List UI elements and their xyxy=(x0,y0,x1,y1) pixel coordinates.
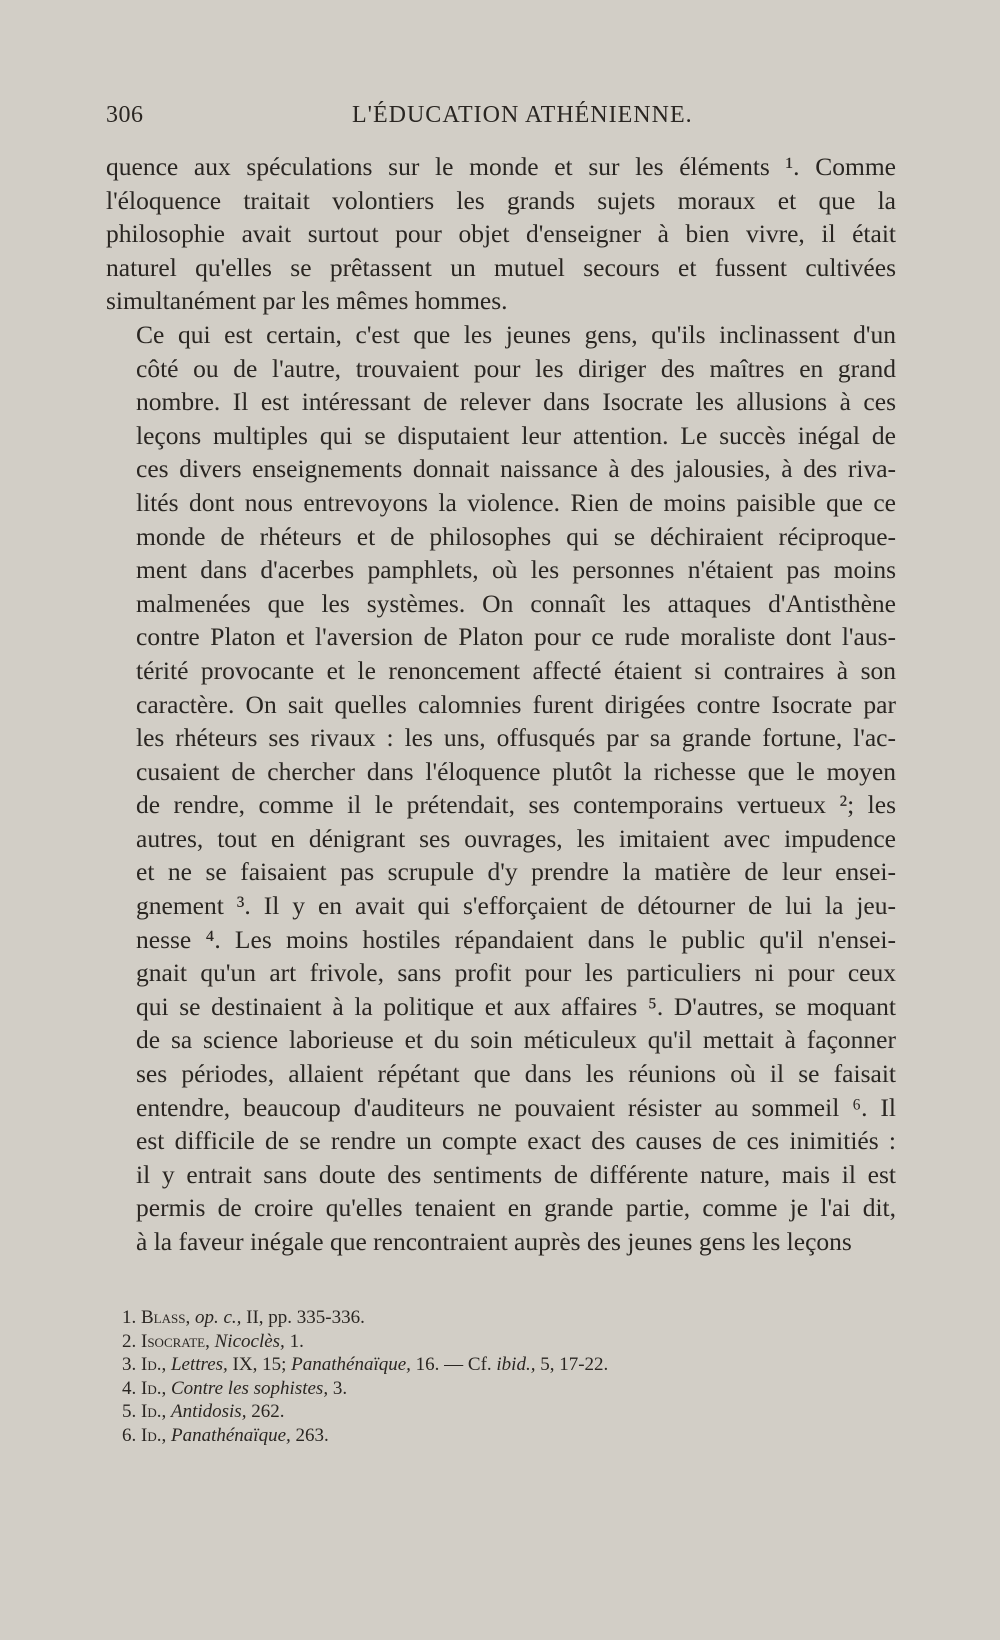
text-line: contre Platon et l'aversion de Platon pour ce rude moraliste dont l'aus- xyxy=(136,622,896,652)
footnote-ref-2: 16. — Cf. xyxy=(410,1354,497,1375)
text-line: autres, tout en dénigrant ses ouvrages, les imitaient avec impudence xyxy=(136,823,896,853)
paragraph-continuation xyxy=(106,150,896,318)
footnote-work: Antidosis, xyxy=(170,1401,247,1422)
paragraph xyxy=(106,318,896,1259)
footnote-1 xyxy=(122,1306,902,1330)
text-line: ment dans d'acerbes pamphlets, où les personnes n'étaient pas moins xyxy=(136,555,896,585)
running-head xyxy=(106,102,906,138)
page-number: 306 xyxy=(106,102,144,128)
text-line: naturel qu'elles se prêtassent un mutuel secours et fussent cultivées xyxy=(106,252,896,282)
text-line: permis de croire qu'elles tenaient en grande partie, comme je l'ai dit, xyxy=(136,1193,896,1223)
text-line: de rendre, comme il le prétendait, ses contemporains vertueux ²; les xyxy=(136,790,896,820)
footnote-ref: IX, 15; xyxy=(227,1354,292,1375)
running-title: L'ÉDUCATION ATHÉNIENNE. xyxy=(352,102,693,128)
footnote-number: 3. xyxy=(122,1354,137,1375)
text-line: monde de rhéteurs et de philosophes qui se déchiraient réciproque- xyxy=(136,521,896,551)
footnote-work: op. c., xyxy=(194,1307,242,1328)
footnote-author: Id., xyxy=(141,1424,167,1446)
footnote-work: Panathénaïque, xyxy=(170,1424,291,1446)
footnote-ref: 1. xyxy=(284,1330,304,1352)
text-line: gnait qu'un art frivole, sans profit pour les particuliers ni pour ceux xyxy=(136,958,896,988)
footnote-number: 2. xyxy=(122,1330,137,1352)
text-line: ses périodes, allaient répétant que dans les réunions où il se faisait xyxy=(136,1059,896,1089)
footnote-4 xyxy=(122,1377,902,1401)
text-line: les rhéteurs ses rivaux : les uns, offusqués par sa grande fortune, l'ac- xyxy=(136,723,896,753)
text-line: l'éloquence traitait volontiers les grands sujets moraux et que la xyxy=(106,185,896,215)
footnote-author: Id., xyxy=(141,1377,167,1399)
text-line: Ce qui est certain, c'est que les jeunes gens, qu'ils inclinassent d'un xyxy=(136,319,896,349)
text-line: de sa science laborieuse et du soin méticuleux qu'il mettait à façonner xyxy=(136,1025,896,1055)
text-line: térité provocante et le renoncement affecté étaient si contraires à son xyxy=(136,655,896,685)
footnote-ref-3: 5, 17-22. xyxy=(535,1354,609,1375)
footnotes xyxy=(122,1306,902,1447)
body-text xyxy=(106,150,896,1259)
text-line: nombre. Il est intéressant de relever dans Isocrate les allusions à ces xyxy=(136,387,896,417)
text-line: est difficile de se rendre un compte exact des causes de ces inimitiés : xyxy=(136,1126,896,1156)
footnote-work-2: Panathénaïque, xyxy=(291,1354,411,1375)
text-line: gnement ³. Il y en avait qui s'efforçaient de détourner de lui la jeu- xyxy=(136,891,896,921)
text-line: et ne se faisaient pas scrupule d'y prendre la matière de leur ensei- xyxy=(136,857,896,887)
footnote-work: Nicoclès, xyxy=(214,1330,285,1352)
footnote-number: 5. xyxy=(122,1401,137,1422)
text-line: simultanément par les mêmes hommes. xyxy=(106,286,508,316)
text-line: côté ou de l'autre, trouvaient pour les diriger des maîtres en grand xyxy=(136,353,896,383)
text-line: nesse ⁴. Les moins hostiles répandaient dans le public qu'il n'ensei- xyxy=(136,924,896,954)
footnote-work-3: ibid., xyxy=(496,1354,536,1375)
footnote-number: 6. xyxy=(122,1424,137,1446)
text-line: quence aux spéculations sur le monde et sur les éléments ¹. Comme xyxy=(106,152,896,181)
footnote-author: Id., xyxy=(141,1354,167,1375)
footnote-ref: 262. xyxy=(246,1401,285,1422)
footnote-2 xyxy=(122,1330,902,1354)
text-line: qui se destinaient à la politique et aux affaires ⁵. D'autres, se moquant xyxy=(136,991,896,1021)
text-line: ces divers enseignements donnait naissance à des jalousies, à des riva- xyxy=(136,454,896,484)
text-line: il y entrait sans doute des sentiments de différente nature, mais il est xyxy=(136,1159,896,1189)
text-line: entendre, beaucoup d'auditeurs ne pouvaient résister au sommeil ⁶. Il xyxy=(136,1092,896,1122)
footnote-ref: 263. xyxy=(290,1424,329,1446)
text-line: caractère. On sait quelles calomnies furent dirigées contre Isocrate par xyxy=(136,689,896,719)
footnote-number: 4. xyxy=(122,1377,137,1399)
footnote-5 xyxy=(122,1400,902,1424)
text-line: à la faveur inégale que rencontraient auprès des jeunes gens les leçons xyxy=(136,1227,852,1256)
text-line: philosophie avait surtout pour objet d'enseigner à bien vivre, il était xyxy=(106,219,896,249)
footnote-author: Id., xyxy=(141,1401,167,1422)
footnote-ref: II, pp. 335-336. xyxy=(241,1307,365,1328)
footnote-author: Isocrate, xyxy=(141,1330,210,1352)
text-line: leçons multiples qui se disputaient leur attention. Le succès inégal de xyxy=(136,420,896,450)
footnote-ref: 3. xyxy=(328,1377,348,1399)
text-line: cusaient de chercher dans l'éloquence plutôt la richesse que le moyen xyxy=(136,756,896,786)
footnote-author: Blass, xyxy=(141,1307,191,1328)
footnote-6 xyxy=(122,1424,902,1448)
footnote-work: Lettres, xyxy=(170,1354,228,1375)
footnote-number: 1. xyxy=(122,1307,137,1328)
text-line: lités dont nous entrevoyons la violence. Rien de moins paisible que ce xyxy=(136,487,896,517)
text-line: malmenées que les systèmes. On connaît les attaques d'Antisthène xyxy=(136,588,896,618)
footnote-3 xyxy=(122,1353,902,1377)
footnote-work: Contre les sophistes, xyxy=(170,1377,329,1399)
